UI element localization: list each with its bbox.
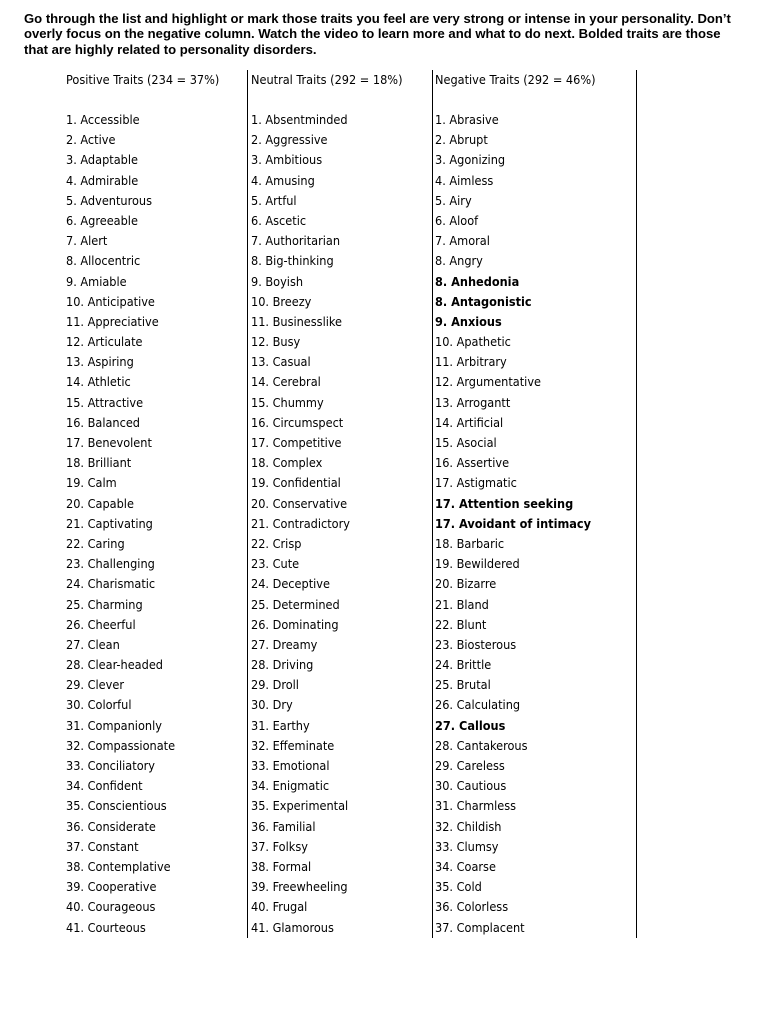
- trait-item: 12. Busy: [251, 334, 301, 350]
- trait-item: 36. Familial: [251, 818, 316, 834]
- trait-item: 34. Confident: [66, 778, 143, 794]
- trait-item: 22. Crisp: [251, 535, 302, 551]
- trait-item: 5. Airy: [435, 192, 472, 208]
- trait-item: 10. Breezy: [251, 293, 312, 309]
- trait-item: 9. Amiable: [66, 273, 127, 289]
- trait-item: 24. Deceptive: [251, 576, 330, 592]
- trait-item: 1. Abrasive: [435, 112, 499, 127]
- trait-item: 29. Droll: [251, 677, 299, 693]
- trait-item: 7. Alert: [66, 233, 108, 249]
- trait-item: 25. Determined: [251, 596, 340, 612]
- trait-item: 24. Charismatic: [66, 576, 156, 592]
- trait-item: 9. Boyish: [251, 273, 304, 289]
- trait-item: 7. Authoritarian: [251, 233, 340, 249]
- trait-item: 2. Aggressive: [251, 132, 328, 148]
- trait-item: 22. Blunt: [435, 616, 487, 632]
- trait-item: 8. Big-thinking: [251, 253, 334, 269]
- trait-item: 4. Amusing: [251, 172, 315, 188]
- trait-item: 2. Active: [66, 132, 116, 148]
- trait-item: 29. Careless: [435, 758, 505, 773]
- trait-item: 1. Accessible: [66, 112, 140, 127]
- trait-item: 27. Clean: [66, 636, 120, 652]
- column-divider: [247, 70, 248, 938]
- trait-item: 9. Anxious: [435, 313, 502, 329]
- trait-item: 17. Benevolent: [66, 435, 152, 450]
- trait-item: 32. Compassionate: [66, 737, 176, 753]
- trait-item: 40. Frugal: [251, 899, 308, 915]
- trait-item: 28. Driving: [251, 657, 314, 673]
- trait-item: 16. Assertive: [435, 455, 510, 471]
- trait-item: 21. Contradictory: [251, 515, 350, 531]
- trait-item: 36. Considerate: [66, 818, 156, 834]
- trait-item: 16. Circumspect: [251, 414, 344, 430]
- trait-item: 23. Challenging: [66, 556, 155, 572]
- trait-item: 29. Clever: [66, 677, 124, 693]
- trait-item: 41. Courteous: [66, 919, 146, 935]
- trait-item: 6. Aloof: [435, 212, 479, 228]
- trait-item: 36. Colorless: [435, 899, 509, 915]
- trait-item: 26. Cheerful: [66, 616, 136, 632]
- instructions-text: Go through the list and highlight or mark those traits you feel are very strong or intense in your personality. Don’t overly focus on the negative column. Watch the video to learn more and what to do next. Bolded traits are those that are highly related to personality disorders.: [24, 11, 731, 57]
- trait-item: 26. Calculating: [435, 697, 521, 713]
- trait-item: 3. Adaptable: [66, 152, 138, 168]
- trait-item: 22. Caring: [66, 535, 125, 551]
- trait-item: 35. Cold: [435, 879, 482, 895]
- trait-item: 17. Astigmatic: [435, 475, 517, 491]
- trait-item: 26. Dominating: [251, 616, 339, 632]
- trait-item: 23. Cute: [251, 556, 300, 572]
- trait-item: 40. Courageous: [66, 899, 156, 915]
- trait-item: 4. Admirable: [66, 172, 139, 188]
- column-divider: [636, 70, 637, 938]
- positive-traits-column: [66, 70, 244, 935]
- trait-item: 33. Clumsy: [435, 838, 499, 854]
- neutral-traits-list: [251, 110, 350, 938]
- trait-item: 27. Dreamy: [251, 636, 318, 652]
- trait-item: 34. Coarse: [435, 858, 496, 874]
- trait-item: 15. Asocial: [435, 435, 497, 450]
- trait-item: 31. Companionly: [66, 717, 162, 733]
- trait-item: 3. Agonizing: [435, 152, 506, 168]
- trait-item: 18. Complex: [251, 455, 323, 471]
- trait-item: 38. Formal: [251, 858, 312, 874]
- trait-item: 11. Businesslike: [251, 313, 342, 329]
- trait-item: 17. Competitive: [251, 435, 342, 450]
- trait-item: 14. Athletic: [66, 374, 131, 390]
- trait-item: 19. Bewildered: [435, 556, 520, 572]
- trait-item: 37. Complacent: [435, 919, 525, 935]
- trait-item: 15. Attractive: [66, 394, 144, 410]
- trait-item: 18. Barbaric: [435, 535, 505, 551]
- trait-item: 30. Cautious: [435, 778, 507, 794]
- trait-item: 35. Experimental: [251, 798, 349, 814]
- trait-item: 24. Brittle: [435, 657, 492, 673]
- trait-item: 21. Bland: [435, 596, 489, 612]
- trait-item: 20. Capable: [66, 495, 134, 511]
- trait-item: 33. Emotional: [251, 758, 330, 773]
- trait-item: 31. Charmless: [435, 798, 517, 814]
- negative-traits-header: Negative Traits (292 = 46%): [435, 72, 596, 87]
- trait-item: 8. Antagonistic: [435, 293, 532, 309]
- negative-traits-column: [435, 70, 635, 935]
- trait-item: 28. Cantakerous: [435, 737, 528, 753]
- neutral-traits-column: [251, 70, 429, 935]
- trait-item: 32. Childish: [435, 818, 502, 834]
- trait-item: 34. Enigmatic: [251, 778, 330, 794]
- trait-item: 19. Calm: [66, 475, 117, 491]
- trait-item: 16. Balanced: [66, 414, 140, 430]
- trait-item: 5. Adventurous: [66, 192, 152, 208]
- trait-item: 5. Artful: [251, 192, 297, 208]
- trait-item: 10. Apathetic: [435, 334, 511, 350]
- trait-item: 1. Absentminded: [251, 112, 348, 127]
- trait-item: 3. Ambitious: [251, 152, 323, 168]
- trait-item: 13. Aspiring: [66, 354, 134, 370]
- trait-item: 33. Conciliatory: [66, 758, 155, 773]
- trait-item: 35. Conscientious: [66, 798, 167, 814]
- trait-item: 17. Avoidant of intimacy: [435, 515, 592, 531]
- trait-item: 25. Charming: [66, 596, 143, 612]
- trait-item: 6. Agreeable: [66, 212, 138, 228]
- trait-item: 8. Anhedonia: [435, 273, 520, 289]
- trait-item: 20. Conservative: [251, 495, 348, 511]
- trait-item: 38. Contemplative: [66, 858, 171, 874]
- negative-traits-list: [435, 110, 591, 938]
- trait-item: 14. Cerebral: [251, 374, 321, 390]
- trait-item: 11. Arbitrary: [435, 354, 507, 370]
- trait-item: 37. Constant: [66, 838, 139, 854]
- trait-item: 30. Dry: [251, 697, 293, 713]
- trait-item: 17. Attention seeking: [435, 495, 574, 511]
- trait-item: 12. Articulate: [66, 334, 143, 350]
- trait-item: 13. Arrogantt: [435, 394, 511, 410]
- trait-item: 32. Effeminate: [251, 737, 335, 753]
- trait-item: 13. Casual: [251, 354, 311, 370]
- trait-item: 8. Angry: [435, 253, 483, 269]
- trait-item: 20. Bizarre: [435, 576, 497, 592]
- trait-item: 18. Brilliant: [66, 455, 132, 471]
- trait-item: 10. Anticipative: [66, 293, 155, 309]
- trait-item: 41. Glamorous: [251, 919, 334, 935]
- trait-item: 30. Colorful: [66, 697, 132, 713]
- trait-item: 23. Biosterous: [435, 636, 517, 652]
- trait-item: 4. Aimless: [435, 172, 494, 188]
- positive-traits-header: Positive Traits (234 = 37%): [66, 72, 220, 87]
- positive-traits-list: [66, 110, 175, 938]
- trait-item: 19. Confidential: [251, 475, 341, 491]
- trait-item: 21. Captivating: [66, 515, 153, 531]
- trait-item: 11. Appreciative: [66, 313, 159, 329]
- trait-item: 6. Ascetic: [251, 212, 307, 228]
- trait-item: 39. Cooperative: [66, 879, 157, 895]
- column-divider: [432, 70, 433, 938]
- trait-item: 27. Callous: [435, 717, 506, 733]
- trait-item: 31. Earthy: [251, 717, 310, 733]
- trait-item: 28. Clear-headed: [66, 657, 163, 673]
- neutral-traits-header: Neutral Traits (292 = 18%): [251, 72, 403, 87]
- trait-item: 8. Allocentric: [66, 253, 141, 269]
- trait-item: 7. Amoral: [435, 233, 490, 249]
- trait-item: 12. Argumentative: [435, 374, 542, 390]
- trait-item: 15. Chummy: [251, 394, 324, 410]
- trait-item: 14. Artificial: [435, 414, 504, 430]
- trait-item: 37. Folksy: [251, 838, 308, 854]
- trait-item: 39. Freewheeling: [251, 879, 348, 895]
- trait-item: 2. Abrupt: [435, 132, 488, 148]
- trait-item: 25. Brutal: [435, 677, 491, 693]
